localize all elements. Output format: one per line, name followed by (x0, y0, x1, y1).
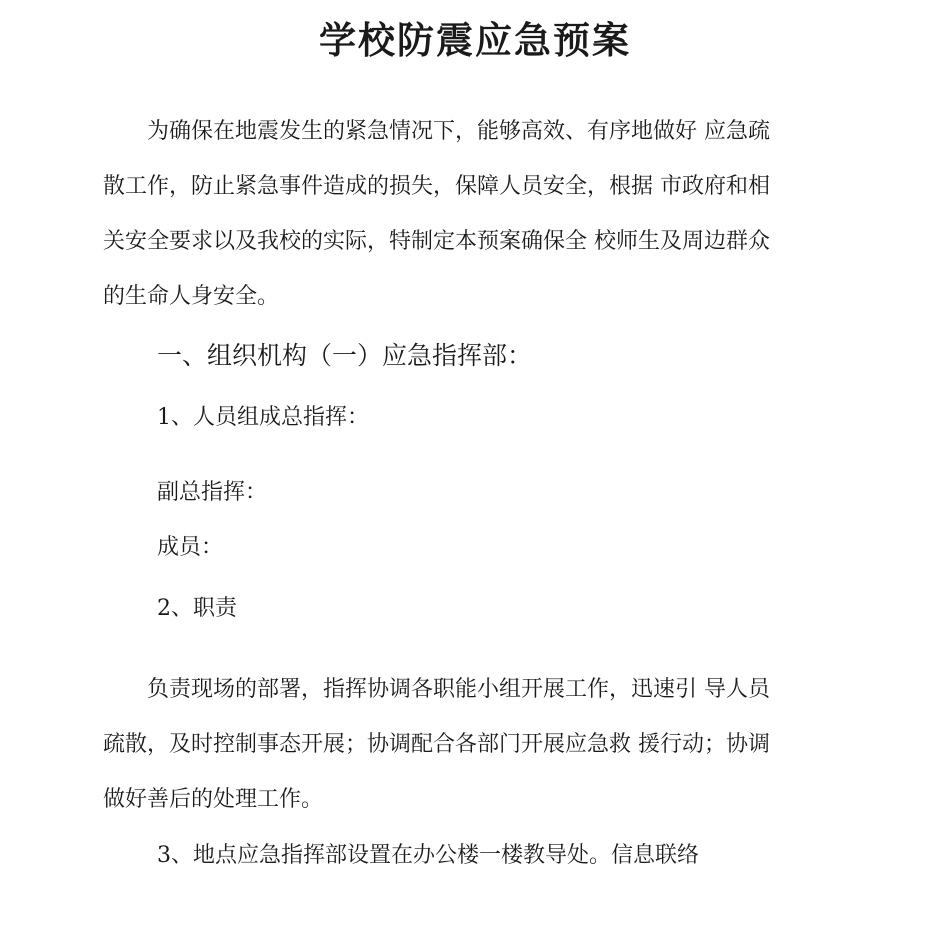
section-heading: 一、组织机构（一）应急指挥部： (157, 341, 533, 370)
duties-paragraph (103, 662, 770, 827)
intro-line: 散工作，防止紧急事件造成的损失，保障人员安全，根据 市政府和相 (103, 174, 770, 199)
intro-line: 为确保在地震发生的紧急情况下，能够高效、有序地做好 应急疏 (103, 119, 770, 144)
intro-line: 的生命人身安全。 (103, 284, 280, 309)
duty-line: 做好善后的处理工作。 (103, 787, 324, 812)
intro-paragraph (103, 104, 770, 324)
duty-line: 疏散，及时控制事态开展；协调配合各部门开展应急救 援行动；协调 (103, 732, 770, 757)
item-location: 3、地点应急指挥部设置在办公楼一楼教导处。信息联络 (157, 843, 699, 868)
intro-line: 关安全要求以及我校的实际，特制定本预案确保全 校师生及周边群众 (103, 229, 770, 254)
item-members: 成员： (157, 535, 224, 560)
duty-line: 负责现场的部署，指挥协调各职能小组开展工作，迅速引 导人员 (103, 677, 770, 702)
item-duties: 2、职责 (157, 596, 237, 621)
item-deputy: 副总指挥： (157, 480, 268, 505)
item-personnel: 1、人员组成总指挥： (157, 405, 369, 430)
document-title: 学校防震应急预案 (319, 18, 631, 62)
